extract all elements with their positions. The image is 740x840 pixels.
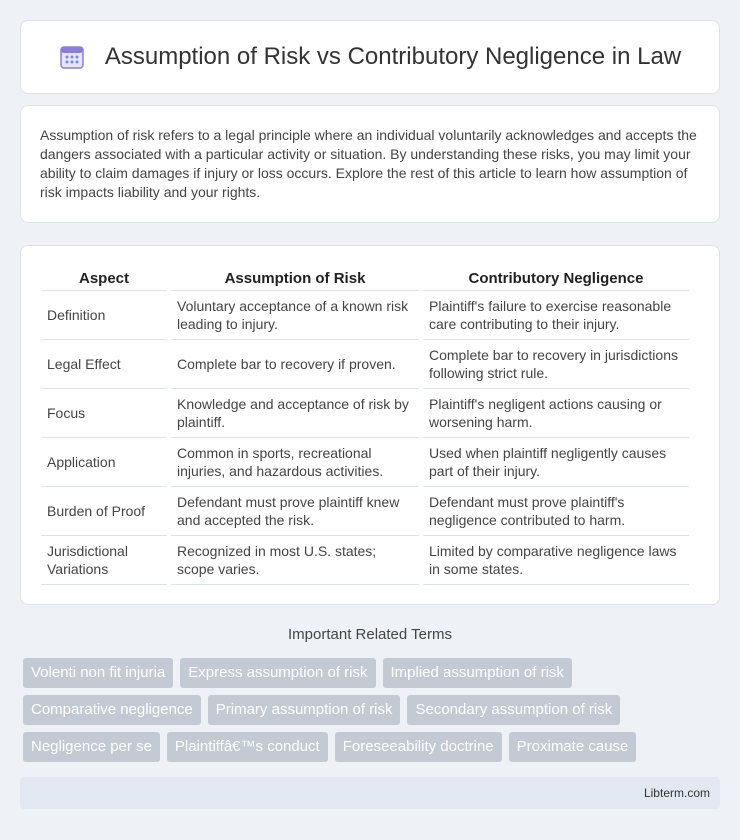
tag-plaintiffs-conduct[interactable]: Plaintiffâ€™s conduct bbox=[167, 732, 328, 762]
comparison-table-card bbox=[20, 245, 720, 605]
table-cell: Burden of Proof bbox=[41, 486, 167, 535]
table-cell: Defendant must prove plaintiff knew and accepted the risk. bbox=[171, 486, 419, 535]
tag-row bbox=[23, 732, 723, 762]
table-row bbox=[41, 535, 689, 585]
table-cell: Plaintiff's negligent actions causing or worsening harm. bbox=[423, 388, 689, 437]
tag-primary-assumption-of-risk[interactable]: Primary assumption of risk bbox=[208, 695, 401, 725]
tag-foreseeability-doctrine[interactable]: Foreseeability doctrine bbox=[335, 732, 502, 762]
table-cell: Legal Effect bbox=[41, 339, 167, 388]
calendar-grid-icon bbox=[59, 44, 85, 70]
tag-proximate-cause[interactable]: Proximate cause bbox=[509, 732, 637, 762]
page-title: Assumption of Risk vs Contributory Negligence in Law bbox=[104, 43, 682, 70]
table-cell: Recognized in most U.S. states; scope varies. bbox=[171, 535, 419, 585]
header-contributory-negligence: Contributory Negligence bbox=[468, 270, 644, 287]
tag-row bbox=[23, 695, 723, 725]
table-row bbox=[41, 339, 689, 388]
table-cell: Used when plaintiff negligently causes part of their injury. bbox=[423, 437, 689, 486]
intro-text: Assumption of risk refers to a legal principle where an individual voluntarily acknowledges and accepts the dangers associated with a particular activity or situation. By understanding these risks, you may limit your ability to claim damages if injury or loss occurs. Explore the rest of this article to learn how assumption of risk impacts liability and your rights. bbox=[40, 127, 697, 200]
related-terms-title: Important Related Terms bbox=[288, 626, 452, 643]
table-row bbox=[41, 290, 689, 339]
header-card bbox=[20, 20, 720, 94]
table-cell: Defendant must prove plaintiff's negligence contributed to harm. bbox=[423, 486, 689, 535]
footer bbox=[20, 777, 720, 809]
tag-secondary-assumption-of-risk[interactable]: Secondary assumption of risk bbox=[407, 695, 620, 725]
header-assumption-of-risk: Assumption of Risk bbox=[224, 270, 366, 287]
table-cell: Plaintiff's failure to exercise reasonable care contributing to their injury. bbox=[423, 290, 689, 339]
tag-implied-assumption-of-risk[interactable]: Implied assumption of risk bbox=[383, 658, 572, 688]
tag-express-assumption-of-risk[interactable]: Express assumption of risk bbox=[180, 658, 375, 688]
table-cell: Focus bbox=[41, 388, 167, 437]
table-row bbox=[41, 388, 689, 437]
table-cell: Common in sports, recreational injuries, and hazardous activities. bbox=[171, 437, 419, 486]
intro-card bbox=[20, 105, 720, 223]
tag-negligence-per-se[interactable]: Negligence per se bbox=[23, 732, 160, 762]
table-cell: Voluntary acceptance of a known risk leading to injury. bbox=[171, 290, 419, 339]
tag-volenti-non-fit-injuria[interactable]: Volenti non fit injuria bbox=[23, 658, 173, 688]
table-cell: Knowledge and acceptance of risk by plaintiff. bbox=[171, 388, 419, 437]
footer-site-link[interactable]: Libterm.com bbox=[643, 786, 710, 800]
table-cell: Complete bar to recovery in jurisdictions following strict rule. bbox=[423, 339, 689, 388]
table-cell: Complete bar to recovery if proven. bbox=[171, 339, 419, 388]
table-cell: Definition bbox=[41, 290, 167, 339]
header-aspect: Aspect bbox=[78, 270, 130, 287]
table-row bbox=[41, 486, 689, 535]
tag-row bbox=[23, 658, 723, 688]
table-cell: Application bbox=[41, 437, 167, 486]
table-cell: Jurisdictional Variations bbox=[41, 535, 167, 585]
table-header-row bbox=[41, 268, 689, 290]
comparison-table bbox=[37, 268, 693, 585]
table-row bbox=[41, 437, 689, 486]
table-cell: Limited by comparative negligence laws in some states. bbox=[423, 535, 689, 585]
tag-comparative-negligence[interactable]: Comparative negligence bbox=[23, 695, 201, 725]
related-terms-tags bbox=[23, 658, 723, 769]
